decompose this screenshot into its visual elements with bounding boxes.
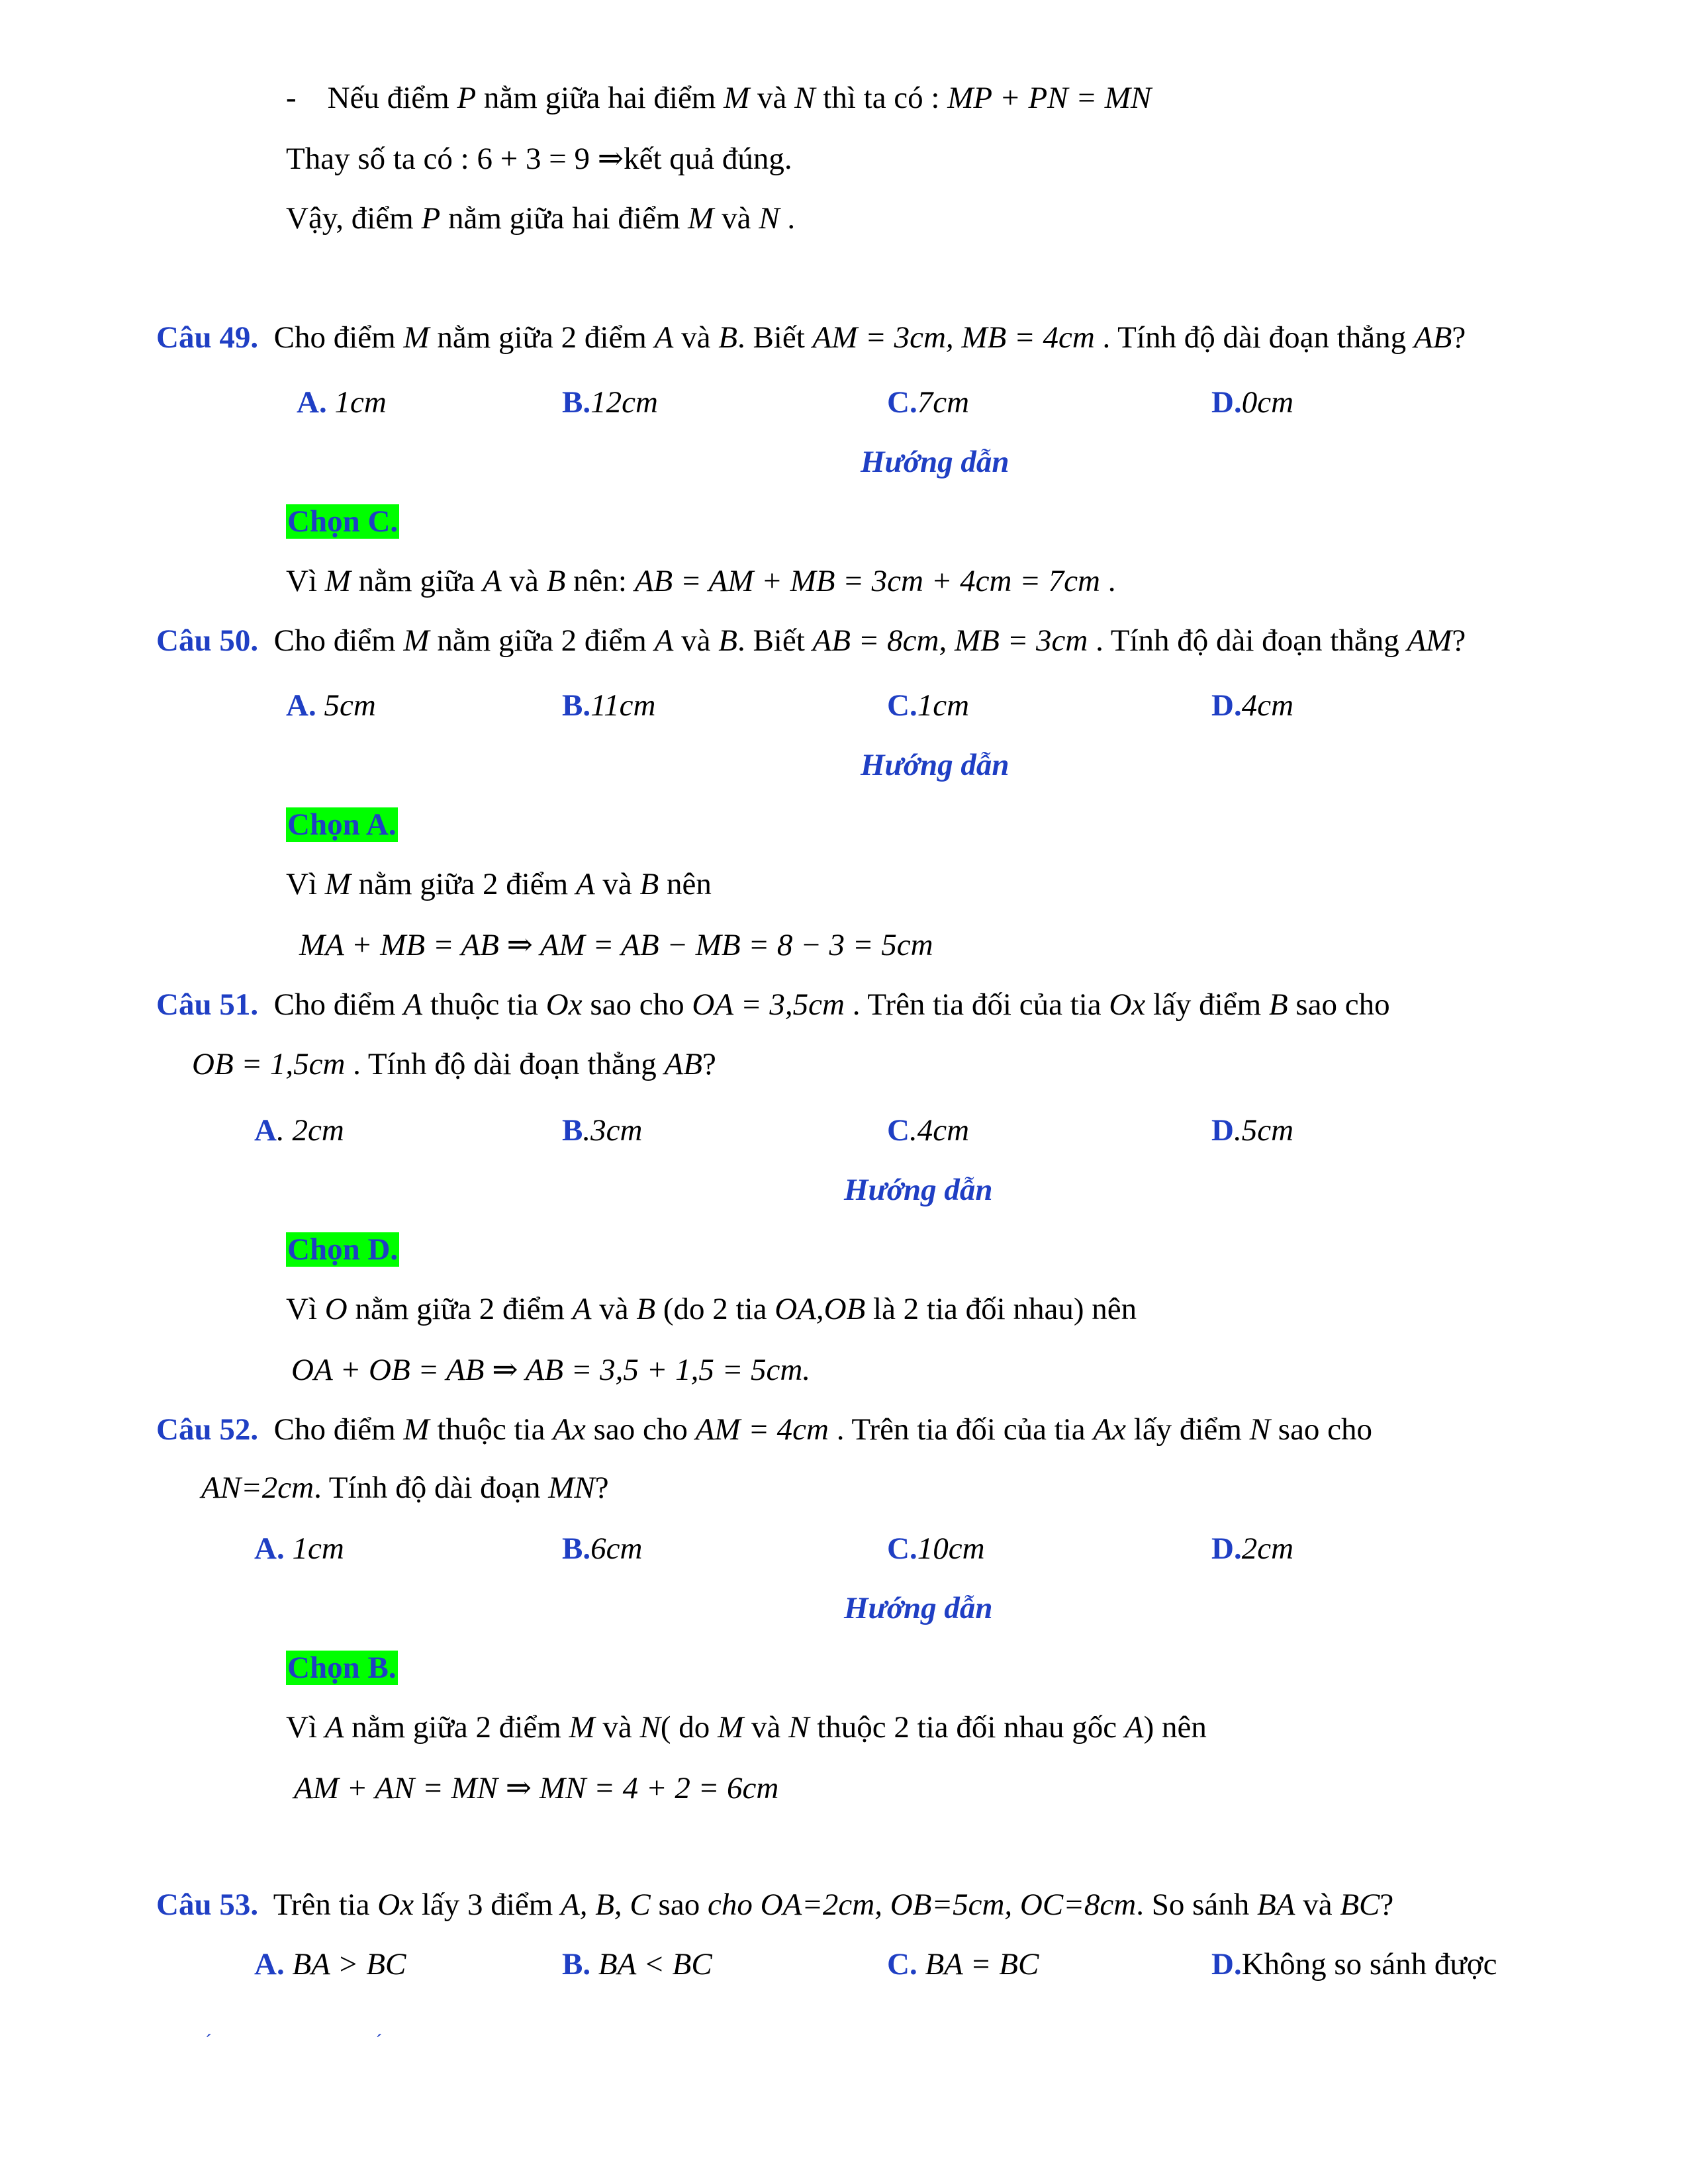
question-53 <box>156 1885 1393 1925</box>
option-b[interactable] <box>562 1529 642 1569</box>
text: ? <box>702 1047 716 1081</box>
text: và <box>749 81 795 115</box>
equation: MP + PN = MN <box>947 81 1152 115</box>
option-value: 4cm <box>1241 688 1294 723</box>
question-label: Câu 53. <box>156 1888 259 1922</box>
solution-equation: OA + OB = AB ⇒ AB = 3,5 + 1,5 = 5cm. <box>291 1353 811 1387</box>
text: . Biết <box>737 623 813 658</box>
text: Vậy, điểm <box>286 201 422 236</box>
equation: AM = 3cm, MB = 4cm <box>812 320 1095 355</box>
text: nằm giữa hai điểm <box>440 201 688 236</box>
question-50 <box>156 621 1466 660</box>
var: MN <box>548 1471 595 1505</box>
var: Ox <box>1109 987 1146 1022</box>
option-key: B. <box>562 385 591 420</box>
var: N <box>759 201 780 236</box>
option-a[interactable] <box>297 383 387 422</box>
option-key: A. <box>297 385 327 420</box>
option-key: A. <box>254 1531 285 1566</box>
var: A <box>482 564 502 598</box>
footer-marks: ´ ´ <box>205 2030 462 2052</box>
answer-highlight: Chọn D. <box>287 1232 399 1267</box>
text: lấy điểm <box>1145 987 1269 1022</box>
option-b[interactable] <box>562 383 658 422</box>
option-key: B. <box>562 1531 591 1566</box>
var: AB <box>1413 320 1452 355</box>
var: A <box>324 1710 344 1745</box>
var: M <box>403 320 430 355</box>
option-a[interactable] <box>254 1944 406 1984</box>
var: A <box>572 1292 592 1326</box>
var: M <box>718 1710 744 1745</box>
text: . So sánh <box>1136 1888 1258 1922</box>
question-52-cont <box>201 1468 609 1508</box>
option-d[interactable] <box>1211 1111 1293 1150</box>
text: lấy điểm <box>1126 1412 1250 1447</box>
text: Thay số ta có : <box>286 142 477 176</box>
var: M <box>688 201 714 236</box>
var: O <box>324 1292 348 1326</box>
question-label: Câu 52. <box>156 1412 259 1447</box>
text: Trên tia <box>265 1888 378 1922</box>
text: sao cho <box>1288 987 1390 1022</box>
var: Ox <box>545 987 583 1022</box>
option-d[interactable] <box>1211 686 1293 725</box>
question-51-cont <box>192 1044 716 1084</box>
text: . Tính độ dài đoạn <box>314 1471 549 1505</box>
text: nằm giữa hai điểm <box>476 81 724 115</box>
option-c[interactable] <box>887 383 969 422</box>
option-value: .5cm <box>1233 1113 1294 1148</box>
var: M <box>724 81 750 115</box>
intro-line-3 <box>286 199 795 238</box>
text: nằm giữa 2 điểm <box>344 1710 569 1745</box>
text: thì ta có : <box>815 81 948 115</box>
var: N <box>639 1710 661 1745</box>
question-49 <box>156 318 1466 357</box>
text: nằm giữa 2 điểm <box>429 623 655 658</box>
var: A <box>1124 1710 1144 1745</box>
text: nằm giữa 2 điểm <box>429 320 655 355</box>
text: . Tính độ dài đoạn thẳng <box>1088 623 1407 658</box>
text: thuộc 2 tia đối nhau gốc <box>809 1710 1125 1745</box>
option-value: 6cm <box>590 1531 643 1566</box>
option-value: 1cm <box>284 1531 344 1566</box>
text: . Trên tia đối của tia <box>828 1412 1094 1447</box>
text: sao cho <box>582 987 692 1022</box>
var: AM <box>1407 623 1452 658</box>
answer-highlight: Chọn C. <box>287 504 399 539</box>
var: M <box>569 1710 595 1745</box>
option-value: BA < BC <box>590 1947 712 1981</box>
option-key: A. <box>286 688 316 723</box>
text: Vì <box>286 1710 325 1745</box>
option-b[interactable] <box>562 1111 642 1150</box>
text: (do 2 tia <box>655 1292 775 1326</box>
solution-line <box>286 561 1115 601</box>
solution-equation: MA + MB = AB ⇒ AM = AB − MB = 8 − 3 = 5cm <box>299 928 933 962</box>
option-value: 5cm <box>316 688 376 723</box>
var: N <box>794 81 816 115</box>
text: nằm giữa 2 điểm <box>350 867 576 901</box>
question-label: Câu 51. <box>156 987 259 1022</box>
text: . <box>779 201 796 236</box>
text: Vì <box>286 867 325 901</box>
option-value: 1cm <box>326 385 387 420</box>
option-b[interactable] <box>562 1944 712 1984</box>
option-d[interactable] <box>1211 1944 1497 1984</box>
option-value: 11cm <box>590 688 656 723</box>
option-key: A <box>254 1113 277 1148</box>
var: B <box>639 867 659 901</box>
text: Cho điểm <box>265 320 404 355</box>
option-value: 10cm <box>917 1531 985 1566</box>
solution-line <box>286 1289 1137 1329</box>
var: BA <box>1257 1888 1295 1922</box>
equation: cho OA=2cm, OB=5cm, OC=8cm <box>707 1888 1137 1922</box>
option-value: 2cm <box>1241 1531 1294 1566</box>
solution-line <box>286 1707 1207 1747</box>
text: sao cho <box>1270 1412 1373 1447</box>
answer-badge <box>286 1230 399 1269</box>
text: nằm giữa <box>350 564 483 598</box>
text: thuộc tia <box>422 987 546 1022</box>
text: là 2 tia đối nhau) nên <box>865 1292 1137 1326</box>
intro-line-1 <box>286 78 1151 118</box>
text: Nếu điểm <box>327 81 457 115</box>
text: . <box>1100 564 1116 598</box>
equation: AB = 8cm, MB = 3cm <box>812 623 1088 658</box>
option-a[interactable] <box>286 686 376 725</box>
option-value: BA > BC <box>284 1947 406 1981</box>
equation: AN=2cm <box>201 1471 314 1505</box>
text: ) nên <box>1143 1710 1207 1745</box>
option-a[interactable] <box>254 1529 344 1569</box>
var: A <box>654 623 674 658</box>
question-51 <box>156 985 1390 1024</box>
guide-heading: Hướng dẫn <box>861 445 1009 479</box>
var: B <box>546 564 566 598</box>
var: Ox <box>377 1888 414 1922</box>
text: và <box>501 564 547 598</box>
text: thuộc tia <box>429 1412 553 1447</box>
option-c[interactable] <box>887 1944 1039 1984</box>
text: ( do <box>660 1710 718 1745</box>
option-c[interactable] <box>887 1111 969 1150</box>
text: sao cho <box>585 1412 696 1447</box>
var: M <box>403 623 430 658</box>
text: Cho điểm <box>265 987 404 1022</box>
answer-highlight: Chọn B. <box>287 1651 397 1685</box>
dash: - <box>286 81 297 115</box>
var: P <box>457 81 477 115</box>
text: và <box>714 201 759 236</box>
option-value: 12cm <box>590 385 658 420</box>
var: BC <box>1340 1888 1380 1922</box>
var: A <box>654 320 674 355</box>
text: ? <box>1452 623 1466 658</box>
text: Cho điểm <box>265 1412 404 1447</box>
var: M <box>324 564 351 598</box>
text: . Tính độ dài đoạn thẳng <box>345 1047 665 1081</box>
equation: OB = 1,5cm <box>192 1047 346 1081</box>
option-value: Không so sánh được <box>1241 1947 1497 1981</box>
text: và <box>673 320 719 355</box>
option-a[interactable] <box>254 1111 344 1150</box>
text: nên: <box>565 564 635 598</box>
text: Vì <box>286 1292 325 1326</box>
text: nên <box>659 867 712 901</box>
text: kết quả đúng. <box>624 142 792 176</box>
option-key: C <box>887 1113 910 1148</box>
equation: 6 + 3 = 9 ⇒ <box>477 142 624 176</box>
var: B <box>636 1292 656 1326</box>
option-b[interactable] <box>562 686 655 725</box>
text: lấy 3 điểm <box>414 1888 561 1922</box>
equation: AB = AM + MB = 3cm + 4cm = 7cm <box>634 564 1100 598</box>
option-key: C. <box>887 385 917 420</box>
text: Vì <box>286 564 325 598</box>
var: B <box>718 623 737 658</box>
equation: AM = 4cm <box>695 1412 829 1447</box>
option-value: 0cm <box>1241 385 1294 420</box>
var: P <box>421 201 441 236</box>
option-key: D. <box>1211 1531 1242 1566</box>
var: A, B, C <box>561 1888 651 1922</box>
text: sao <box>650 1888 708 1922</box>
option-key: B <box>562 1113 583 1148</box>
equation: OA = 3,5cm <box>692 987 845 1022</box>
text: và <box>591 1292 637 1326</box>
intro-line-2 <box>286 139 792 179</box>
question-52 <box>156 1410 1372 1449</box>
option-key: B. <box>562 1947 591 1981</box>
var: N <box>1249 1412 1271 1447</box>
option-key: C. <box>887 1947 917 1981</box>
var: M <box>324 867 351 901</box>
option-key: C. <box>887 688 917 723</box>
text: và <box>594 1710 640 1745</box>
text: và <box>594 867 640 901</box>
var: B <box>1268 987 1288 1022</box>
text: nằm giữa 2 điểm <box>347 1292 573 1326</box>
var: AB <box>664 1047 702 1081</box>
option-value: 7cm <box>917 385 970 420</box>
option-value: 1cm <box>917 688 970 723</box>
answer-highlight: Chọn A. <box>287 807 397 842</box>
text: . Trên tia đối của tia <box>844 987 1109 1022</box>
var: Ax <box>553 1412 586 1447</box>
option-key: D. <box>1211 688 1242 723</box>
answer-badge <box>286 502 399 541</box>
text: ? <box>1452 320 1466 355</box>
option-key: B. <box>562 688 591 723</box>
option-d[interactable] <box>1211 1529 1293 1569</box>
option-d[interactable] <box>1211 383 1293 422</box>
var: A <box>403 987 423 1022</box>
var: N <box>788 1710 810 1745</box>
option-value: .3cm <box>583 1113 643 1148</box>
var: M <box>403 1412 430 1447</box>
text: . Tính độ dài đoạn thẳng <box>1094 320 1414 355</box>
guide-heading: Hướng dẫn <box>844 1591 993 1625</box>
option-c[interactable] <box>887 686 969 725</box>
text: . Biết <box>737 320 813 355</box>
option-key: D. <box>1211 1947 1242 1981</box>
guide-heading: Hướng dẫn <box>861 748 1009 782</box>
var: Ax <box>1093 1412 1127 1447</box>
text: và <box>673 623 719 658</box>
text: ? <box>1380 1888 1394 1922</box>
guide-heading: Hướng dẫn <box>844 1173 993 1207</box>
option-key: D <box>1211 1113 1234 1148</box>
text: và <box>1295 1888 1340 1922</box>
text: ? <box>594 1471 609 1505</box>
var: B <box>718 320 737 355</box>
text: và <box>743 1710 789 1745</box>
option-key: C. <box>887 1531 917 1566</box>
option-key: D. <box>1211 385 1242 420</box>
option-value: .4cm <box>909 1113 970 1148</box>
option-c[interactable] <box>887 1529 985 1569</box>
answer-badge <box>286 805 398 844</box>
text: Cho điểm <box>265 623 404 658</box>
question-label: Câu 50. <box>156 623 259 658</box>
answer-badge <box>286 1648 398 1688</box>
question-label: Câu 49. <box>156 320 259 355</box>
option-key: A. <box>254 1947 285 1981</box>
solution-equation: AM + AN = MN ⇒ MN = 4 + 2 = 6cm <box>294 1771 779 1805</box>
solution-line <box>286 864 712 904</box>
var: OA,OB <box>774 1292 866 1326</box>
var: A <box>575 867 595 901</box>
option-value: . 2cm <box>276 1113 344 1148</box>
option-value: BA = BC <box>917 1947 1039 1981</box>
